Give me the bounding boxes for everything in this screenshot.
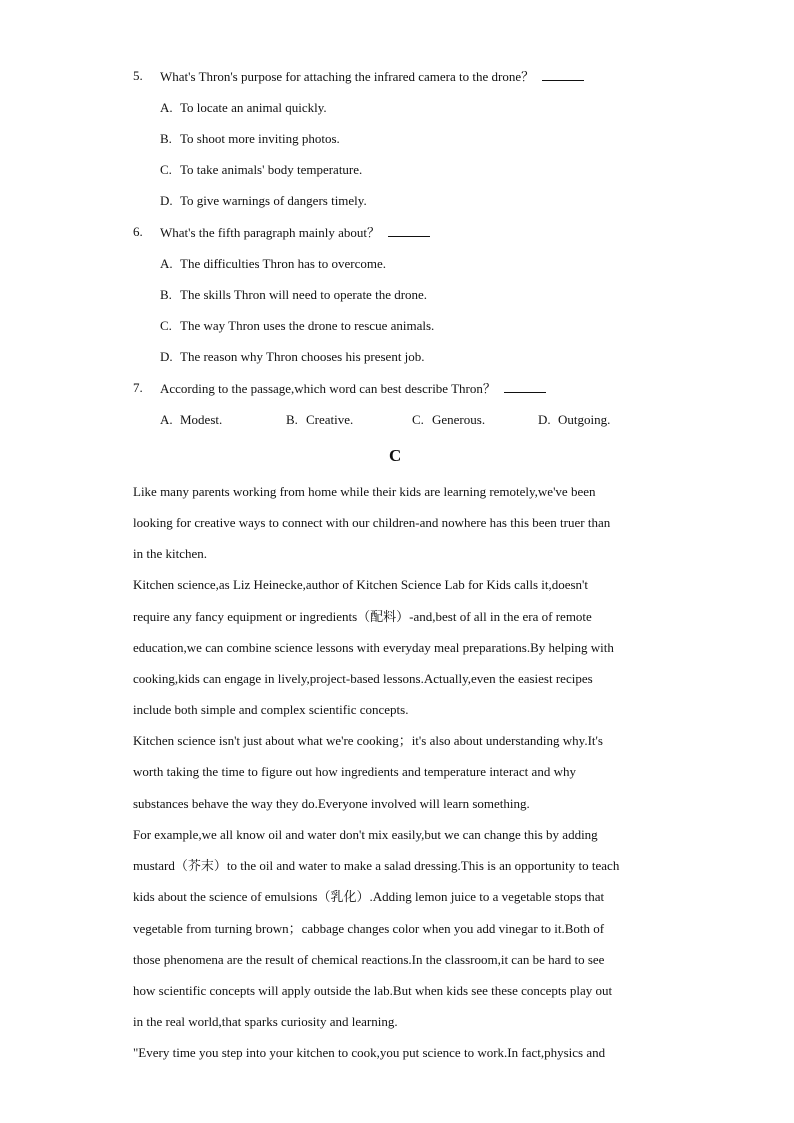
question-7-option-d bbox=[538, 412, 610, 428]
option-text: To shoot more inviting photos. bbox=[180, 131, 340, 146]
passage-line: worth taking the time to figure out how ingredients and temperature interact and why bbox=[133, 764, 576, 779]
question-7-stem-text: According to the passage,which word can best describe Thron？ bbox=[160, 381, 496, 396]
passage-line: cooking,kids can engage in lively,project-based lessons.Actually,even the easiest recipes bbox=[133, 671, 593, 686]
question-5-option-c bbox=[160, 162, 362, 178]
question-5-number: 5. bbox=[133, 68, 143, 83]
option-text: Creative. bbox=[306, 412, 354, 427]
question-7-option-a bbox=[160, 412, 222, 428]
option-letter: D. bbox=[160, 193, 173, 208]
option-text: To give warnings of dangers timely. bbox=[180, 193, 367, 208]
option-letter: A. bbox=[160, 100, 173, 115]
passage-line: require any fancy equipment or ingredients（配料）-and,best of all in the era of remote bbox=[133, 609, 592, 624]
option-text: The reason why Thron chooses his present job. bbox=[180, 349, 425, 364]
passage-line: "Every time you step into your kitchen to cook,you put science to work.In fact,physics and bbox=[133, 1045, 606, 1060]
question-6-option-b bbox=[160, 287, 427, 303]
question-5-stem-text: What's Thron's purpose for attaching the infrared camera to the drone？ bbox=[160, 69, 535, 84]
answer-blank bbox=[542, 68, 584, 81]
question-6-option-d bbox=[160, 349, 425, 365]
answer-blank bbox=[504, 380, 546, 393]
option-text: The way Thron uses the drone to rescue animals. bbox=[180, 318, 435, 333]
option-text: The difficulties Thron has to overcome. bbox=[180, 256, 387, 271]
question-5-option-b bbox=[160, 131, 340, 147]
option-letter: B. bbox=[160, 287, 172, 302]
option-letter: A. bbox=[160, 256, 173, 271]
passage-line: For example,we all know oil and water don't mix easily,but we can change this by adding bbox=[133, 827, 598, 842]
question-5-option-a bbox=[160, 100, 327, 116]
passage-line: education,we can combine science lessons with everyday meal preparations.By helping with bbox=[133, 640, 614, 655]
option-letter: C. bbox=[160, 162, 172, 177]
question-6-number: 6. bbox=[133, 224, 143, 239]
passage-line: include both simple and complex scientific concepts. bbox=[133, 702, 409, 717]
option-text: Outgoing. bbox=[558, 412, 611, 427]
passage-line: Kitchen science isn't just about what we're cooking；it's also about understanding why.It's bbox=[133, 733, 603, 748]
question-6-option-a bbox=[160, 256, 386, 272]
question-5-option-d bbox=[160, 193, 367, 209]
passage-line: Kitchen science,as Liz Heinecke,author of Kitchen Science Lab for Kids calls it,doesn't bbox=[133, 577, 589, 592]
option-text: To locate an animal quickly. bbox=[180, 100, 327, 115]
question-6-stem-text: What's the fifth paragraph mainly about？ bbox=[160, 225, 381, 240]
option-text: Generous. bbox=[432, 412, 486, 427]
passage-line: those phenomena are the result of chemical reactions.In the classroom,it can be hard to see bbox=[133, 952, 605, 967]
question-7-option-b bbox=[286, 412, 353, 428]
passage-line: in the real world,that sparks curiosity and learning. bbox=[133, 1014, 398, 1029]
passage-line: vegetable from turning brown；cabbage changes color when you add vinegar to it.Both of bbox=[133, 921, 605, 936]
question-7-stem bbox=[160, 380, 546, 397]
answer-blank bbox=[388, 224, 430, 237]
passage-line: mustard（芥末）to the oil and water to make a salad dressing.This is an opportunity to teach bbox=[133, 858, 620, 873]
option-text: To take animals' body temperature. bbox=[180, 162, 363, 177]
passage-line: kids about the science of emulsions（乳化）.Adding lemon juice to a vegetable stops that bbox=[133, 889, 605, 904]
option-letter: C. bbox=[412, 412, 424, 427]
passage-line: substances behave the way they do.Everyone involved will learn something. bbox=[133, 796, 530, 811]
section-title: C bbox=[389, 446, 402, 465]
question-6-option-c bbox=[160, 318, 434, 334]
option-letter: B. bbox=[286, 412, 298, 427]
option-letter: D. bbox=[538, 412, 551, 427]
option-letter: C. bbox=[160, 318, 172, 333]
question-6-stem bbox=[160, 224, 430, 241]
passage-line: how scientific concepts will apply outside the lab.But when kids see these concepts play out bbox=[133, 983, 613, 998]
option-letter: A. bbox=[160, 412, 173, 427]
passage-line: looking for creative ways to connect with our children-and nowhere has this been truer than bbox=[133, 515, 611, 530]
option-text: Modest. bbox=[180, 412, 223, 427]
passage-line: in the kitchen. bbox=[133, 546, 208, 561]
option-text: The skills Thron will need to operate the drone. bbox=[180, 287, 428, 302]
passage-line: Like many parents working from home while their kids are learning remotely,we've been bbox=[133, 484, 596, 499]
option-letter: D. bbox=[160, 349, 173, 364]
question-7-option-c bbox=[412, 412, 485, 428]
question-7-number: 7. bbox=[133, 380, 143, 395]
question-5-stem bbox=[160, 68, 584, 85]
option-letter: B. bbox=[160, 131, 172, 146]
